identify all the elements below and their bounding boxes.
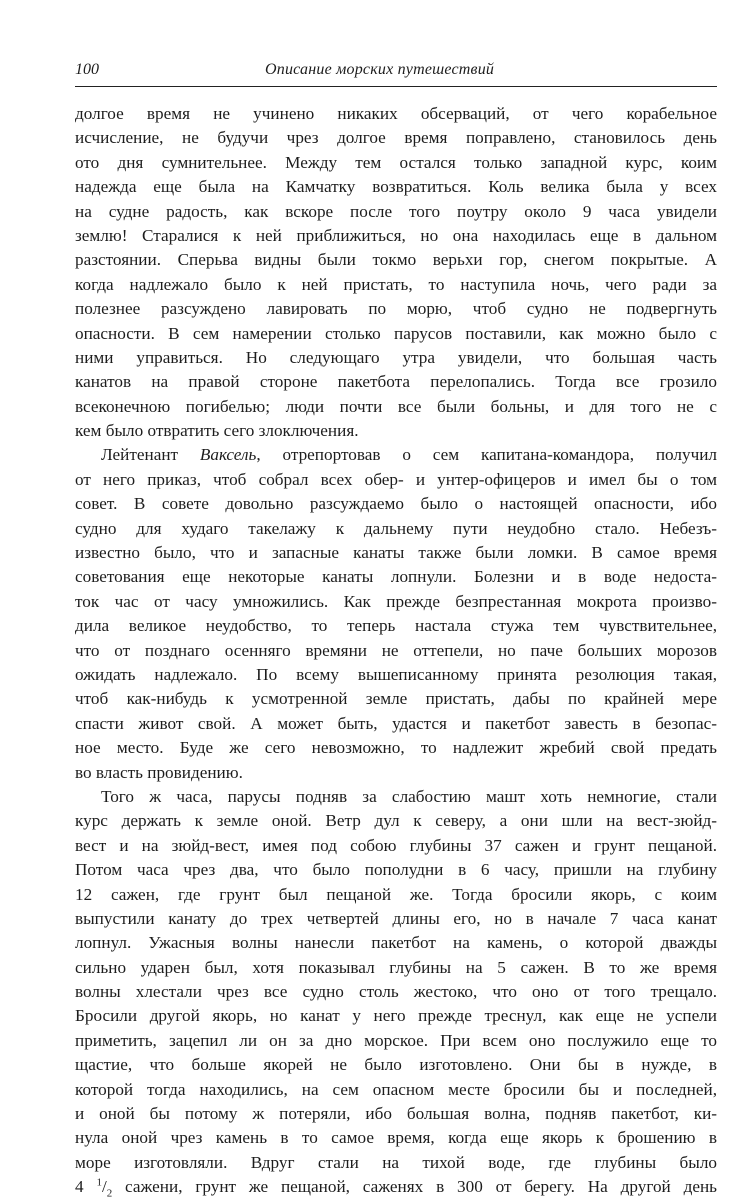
text-line: ное место. Буде же сего невозможно, то надлежит жребий свой предать xyxy=(75,738,717,758)
text-line: Потом часа чрез два, что было пополудни в 6 часу, пришли на глубину xyxy=(75,860,717,880)
running-title: Описание морских путешествий xyxy=(265,61,495,78)
text-line: сильно ударен был, хотя показывал глубины на 5 сажен. В то же время xyxy=(75,957,717,977)
text-line: от него приказ, чтоб собрал всех обер- и унтер-офицеров и имел бы о том xyxy=(75,469,717,489)
text-line: совет. В совете довольно разсуждаемо было о настоящей опасности, ибо xyxy=(75,494,717,514)
text-line: чтоб как-нибудь к усмотренной земле пристать, дабы по крайней мере xyxy=(75,689,717,709)
text-line: ток час от часу умножились. Как прежде безпрестанная мокрота произво- xyxy=(75,591,717,611)
italic-name: Ваксель xyxy=(199,445,257,465)
text-line: нула оной чрез камень в то самое время, когда еще якорь к брошению в xyxy=(75,1128,717,1148)
text-line: разстоянии. Сперьва видны были токмо верьхи гор, снегом покрытые. А xyxy=(75,250,717,270)
text-line: и оной бы потому ж потеряли, ибо большая волна, подняв пакетбот, ки- xyxy=(75,1104,717,1124)
text-line: спасти живот свой. А может быть, удастся и пакетбот завесть в безопас- xyxy=(75,713,717,733)
text-line: волны хлестали чрез все судно столь жестоко, что оно от того трещало. xyxy=(75,982,717,1002)
text-line: всеконечною погибелью; люди почти все были больны, и для того не с xyxy=(75,396,717,416)
text-line: которой тогда находились, на сем опасном месте бросили бы и последней, xyxy=(75,1079,717,1099)
text-line: ожидать надлежало. По всему вышеписанному принята резолюция такая, xyxy=(75,664,717,684)
page-number: 100 xyxy=(75,61,99,78)
text-line: щастие, что больше якорей не было изготовлено. Они бы в нужде, в xyxy=(75,1055,717,1075)
text-line: выпустили канату до трех четвертей длины его, но в начале 7 часа канат xyxy=(75,908,717,928)
text-line: опасности. В сем намерении столько парусов поставили, как можно было с xyxy=(75,323,717,343)
text-line: лопнул. Ужасныя волны нанесли пакетбот на камень, о которой дважды xyxy=(75,933,717,953)
text-line: советования еще некоторые канаты лопнули. Болезни и в воде недоста- xyxy=(75,567,717,587)
paragraph-2 xyxy=(75,443,717,784)
text-line: долгое время не учинено никаких обсерваций, от чего корабельное xyxy=(75,104,717,123)
header-rule xyxy=(75,86,717,87)
text-run: Лейтенант xyxy=(101,445,179,465)
text-line: Бросили другой якорь, но канат у него прежде треснул, как еще не успели xyxy=(75,1006,717,1026)
text-line: известно было, что и запасные канаты также были ломки. В самое время xyxy=(75,543,717,563)
fraction-whole: 4 xyxy=(75,1177,84,1197)
text-line: дила великое неудобство, то теперь настала стужа тем чувствительнее, xyxy=(75,616,717,636)
text-line: вест и на зюйд-вест, имея под собою глубины 37 сажен и грунт пещаной. xyxy=(75,835,717,855)
text-line xyxy=(75,1175,717,1199)
text-line: море изготовляли. Вдруг стали на тихой воде, где глубины было xyxy=(75,1152,717,1172)
text-line: Того ж часа, парусы подняв за слабостию машт хоть немногие, стали xyxy=(101,786,717,806)
text-line: ними управиться. Но следующаго утра увидели, что большая часть xyxy=(75,347,717,367)
text-line: надежда еще была на Камчатку возвратиться. Коль велика была у всех xyxy=(75,177,717,197)
fraction-denominator: 2 xyxy=(106,1187,113,1200)
body-text xyxy=(75,102,717,1200)
text-line: судно для худаго такелажу к дальнему пути неудобно стало. Небезъ- xyxy=(75,518,717,538)
text-run: , отрепортовав о сем капитана-командора, получил xyxy=(256,445,717,465)
fraction-slash: / xyxy=(101,1177,107,1197)
paragraph-1 xyxy=(75,102,717,443)
text-line: исчисление, не будучи чрез долгое время поправлено, становилось день xyxy=(75,128,717,148)
text-run: сажени, грунт же пещаной, саженях в 300 от берегу. На другой день xyxy=(112,1177,717,1197)
text-line: курс держать к земле оной. Ветр дул к северу, а они шли на вест-зюйд- xyxy=(75,811,717,831)
running-head xyxy=(75,58,717,84)
text-line: ото дня сумнительнее. Между тем остался только западной курс, коим xyxy=(75,152,717,172)
text-line: что от позднаго осенняго времяни не оттепели, но паче больших морозов xyxy=(75,640,717,660)
text-line: полезнее разсуждено лавировать по морю, чтоб судно не подвергнуть xyxy=(75,299,717,319)
paragraph-3 xyxy=(75,785,717,1200)
text-line: когда надлежало было к ней пристать, то наступила ночь, чего ради за xyxy=(75,274,717,294)
text-line: землю! Старалися к ней приближиться, но она находилась еще в дальном xyxy=(75,225,717,245)
text-line: кем было отвратить сего злоключения. xyxy=(75,421,359,441)
text-line: канатов на правой стороне пакетбота перелопались. Тогда все грозило xyxy=(75,372,717,392)
fraction-numerator: 1 xyxy=(96,1176,102,1189)
text-line: во власть провидению. xyxy=(75,762,243,782)
text-line: 12 сажен, где грунт был пещаной же. Тогда бросили якорь, с коим xyxy=(75,884,717,904)
text-line: приметить, зацепил ли он за дно морское. При всем оно послужило еще то xyxy=(75,1030,717,1050)
text-line: на судне радость, как вскоре после того поутру около 9 часа увидели xyxy=(75,201,717,221)
text-line xyxy=(75,443,717,467)
